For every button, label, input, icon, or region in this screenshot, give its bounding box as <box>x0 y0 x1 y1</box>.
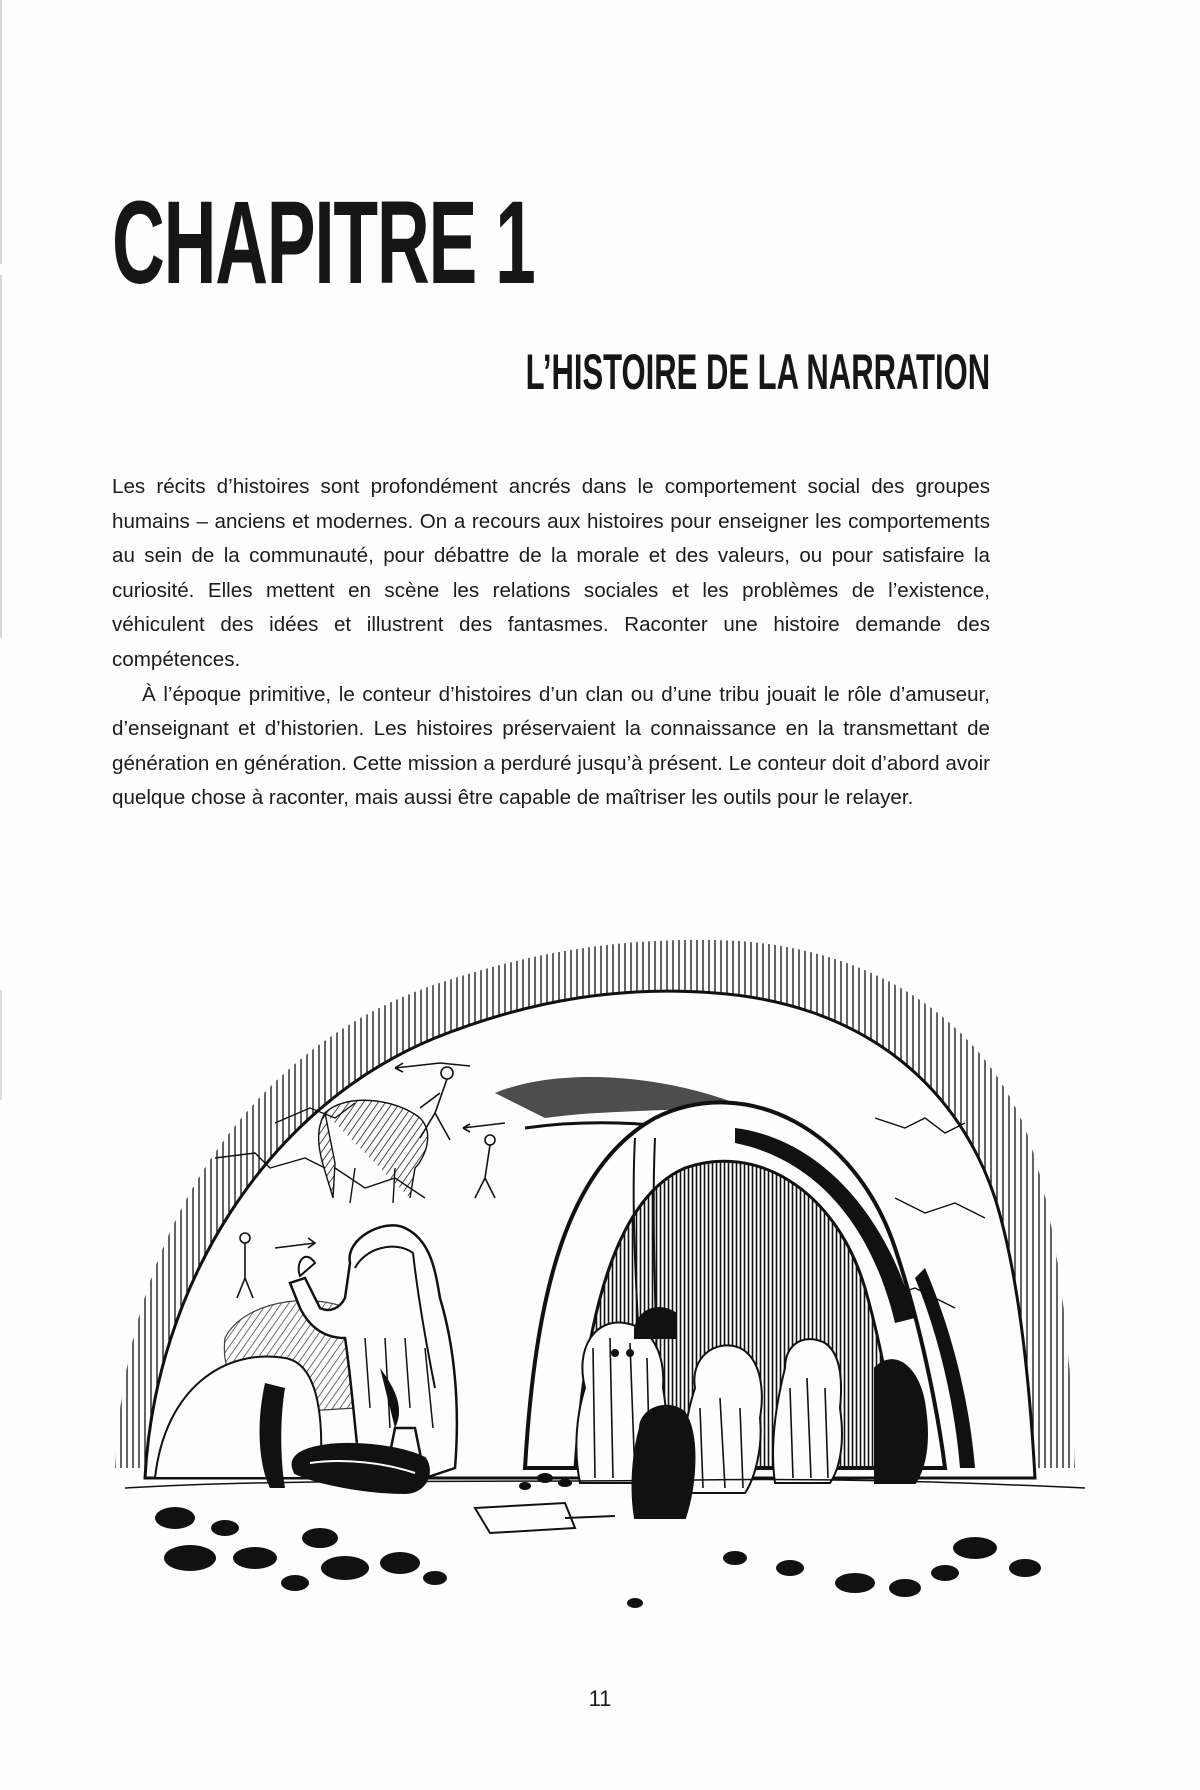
chapter-title: CHAPITRE 1 <box>112 177 535 309</box>
ground-rocks <box>155 1473 1041 1608</box>
cave-storyteller-illustration <box>95 868 1105 1608</box>
page-number: 11 <box>588 1686 612 1711</box>
page-binding-edge <box>0 0 2 1100</box>
paragraph: Les récits d’histoires sont profondément ancrés dans le comportement social des groupes humains – anciens et modernes. On a recours aux histoires pour enseigner les comportements au sein de la communauté, pour débattre de la morale et des valeurs, ou pour satisfaire la curiosité. Elles mettent en scène les relations sociales et les problèmes de l’existence, véhiculent des idées et illustrent des fantasmes. Raconter une histoire demande des compétences. <box>112 475 990 671</box>
chapter-subtitle: L’HISTOIRE DE LA NARRATION <box>525 344 990 400</box>
paragraph: À l’époque primitive, le conteur d’histoires d’un clan ou d’une tribu jouait le rôle d’amuseur, d’enseignant et d’historien. Les histoires préservaient la connaissance en la transmettant de génération en génération. Cette mission a perduré jusqu’à présent. Le conteur doit d’abord avoir quelque chose à raconter, mais aussi être capable de maîtriser les outils pour le relayer. <box>112 682 990 810</box>
body-text <box>112 470 990 816</box>
